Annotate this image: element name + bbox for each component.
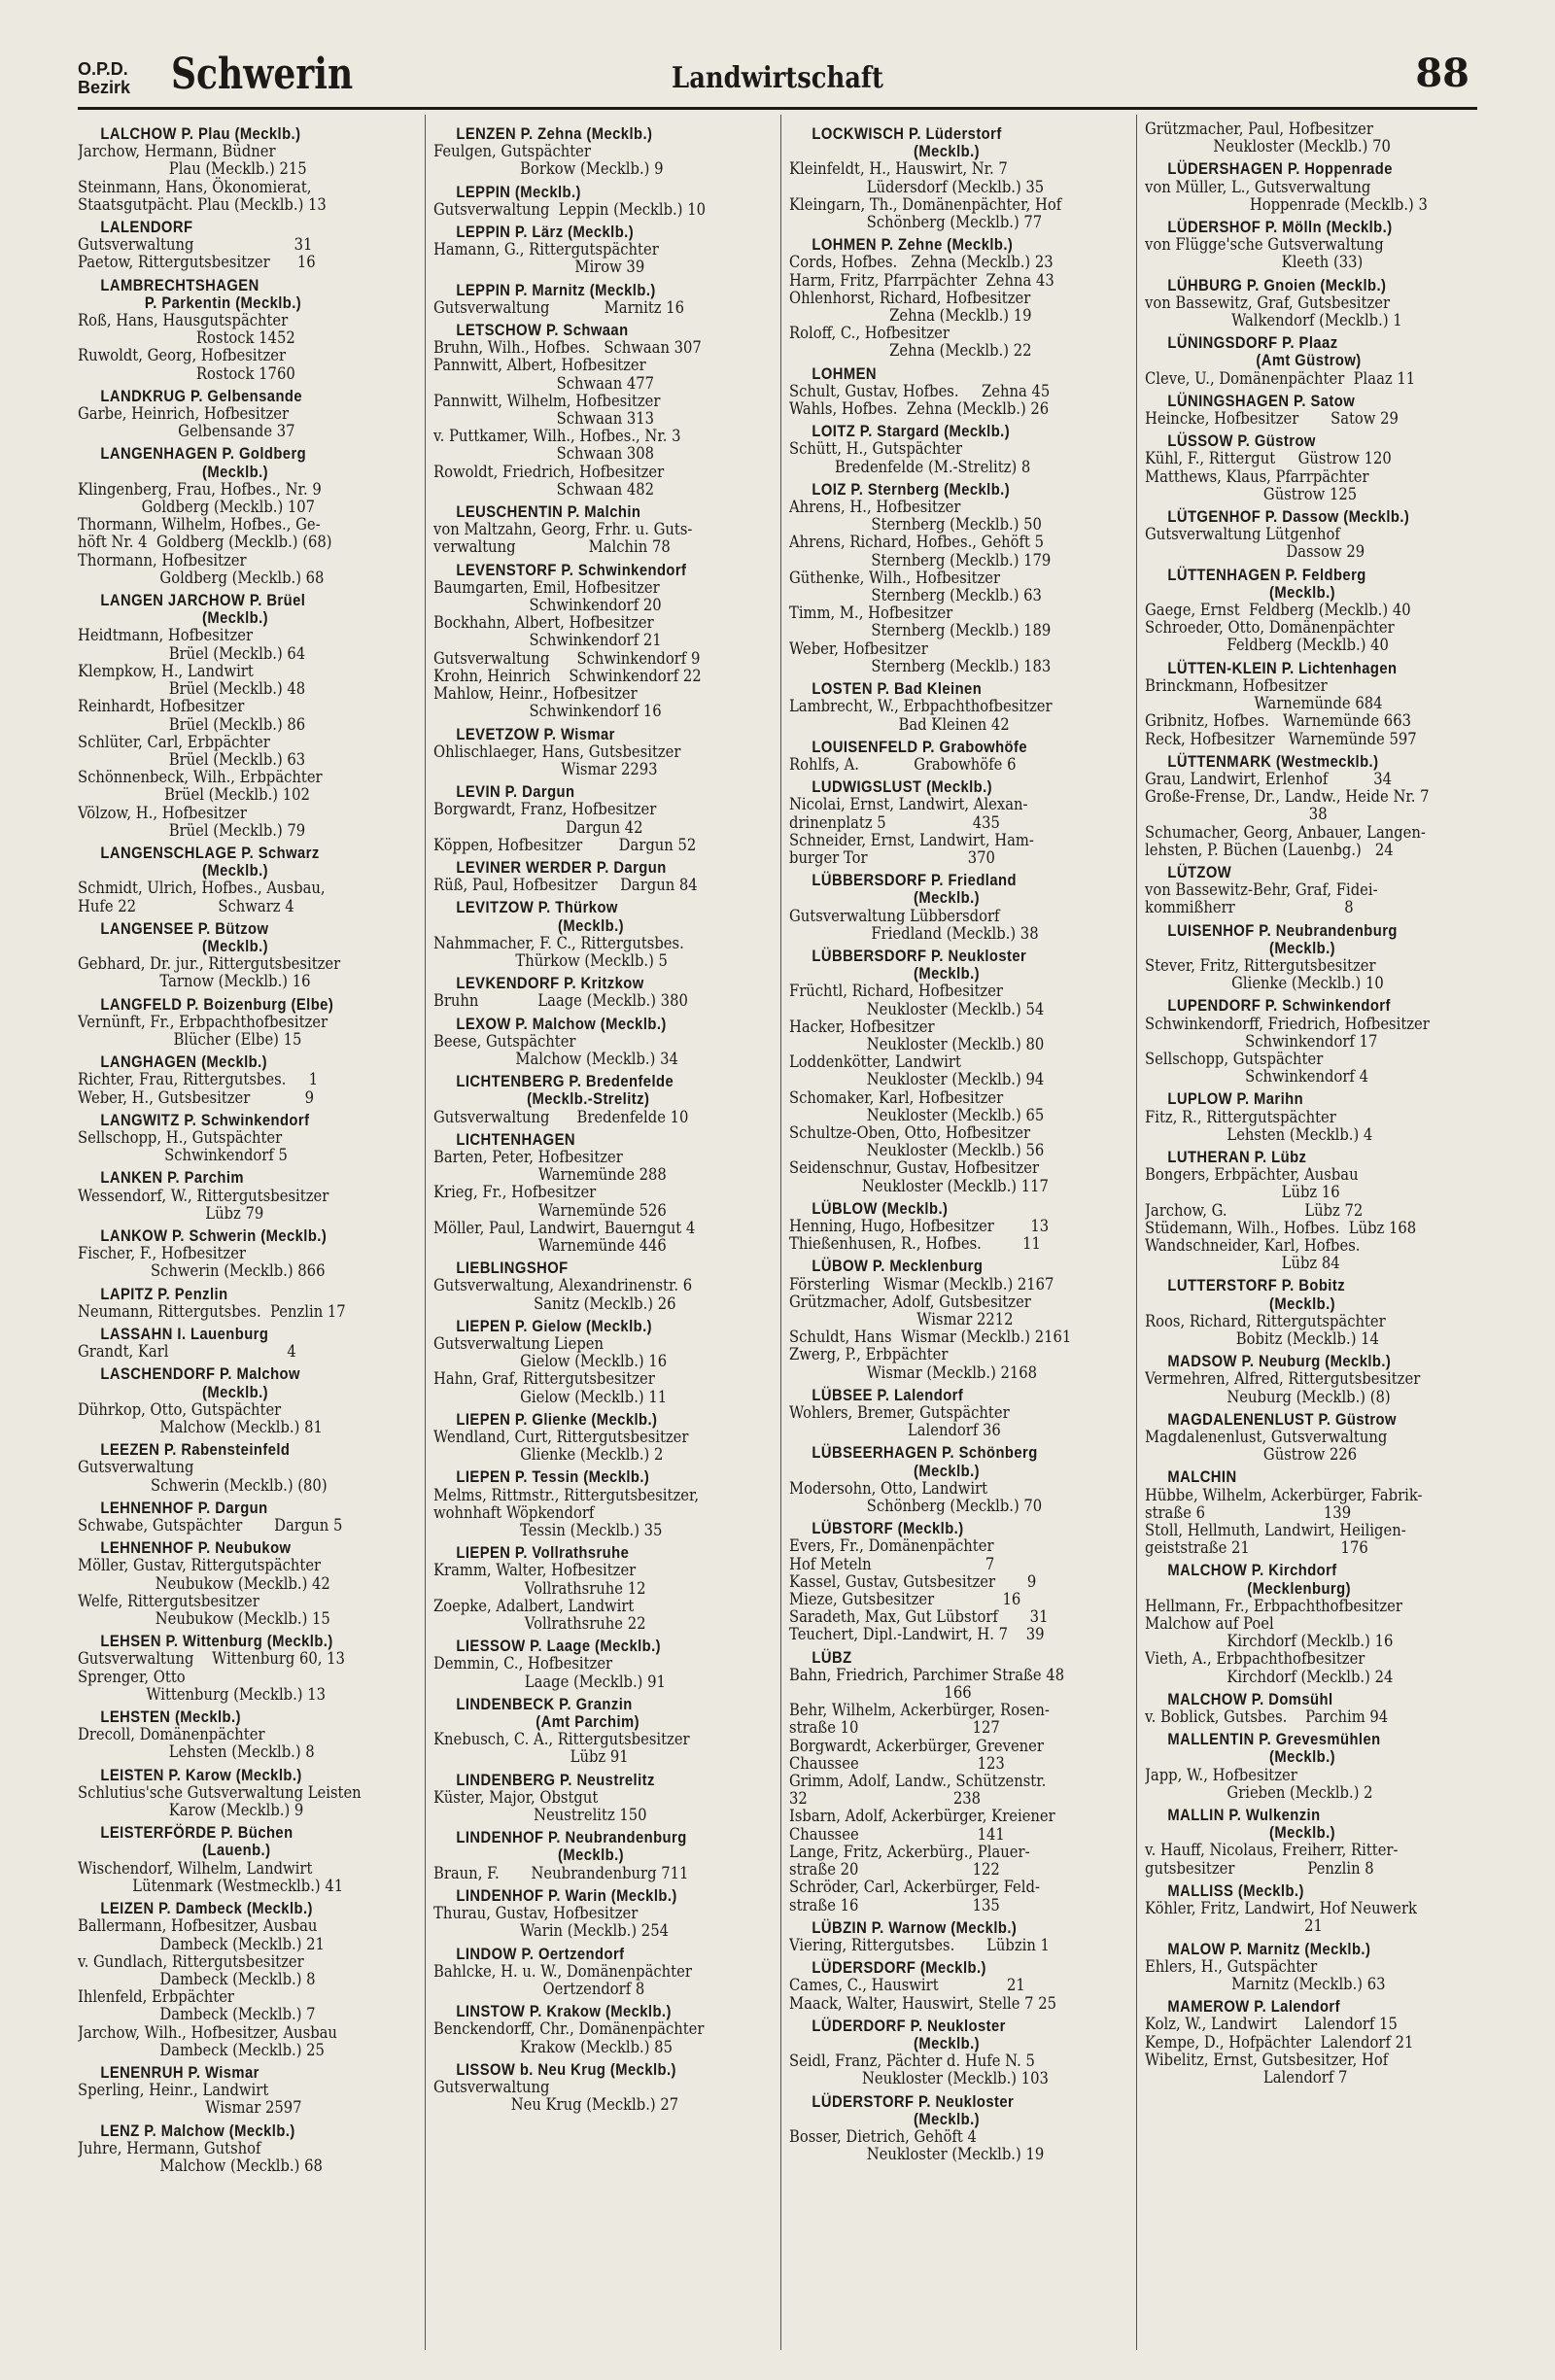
- directory-entry: Rüß, Paul, Hofbesitzer Dargun 84: [433, 876, 698, 895]
- place-heading: LÜNINGSDORF P. Plaaz (Amt Güstrow): [1167, 334, 1362, 370]
- directory-entry: v. Hauff, Nicolaus, Freiherr, Ritter- gutsbesitzer Penzlin 8: [1145, 1841, 1399, 1878]
- directory-entry: Thurau, Gustav, Hofbesitzer Warin (Mecklb.) 254: [433, 1904, 669, 1941]
- column-divider: [780, 115, 781, 2350]
- city-title: Schwerin: [171, 50, 354, 99]
- place-heading: LIEPEN P. Tessin (Mecklb.): [456, 1468, 650, 1487]
- place-heading: LIEPEN P. Glienke (Mecklb.): [456, 1410, 658, 1429]
- place-heading: LEHNENHOF P. Dargun: [100, 1499, 268, 1517]
- place-heading: LEPPIN (Mecklb.): [456, 183, 581, 201]
- place-heading: LÜNINGSHAGEN P. Satow: [1167, 392, 1356, 410]
- directory-entry: Lambrecht, W., Erbpachthofbesitzer Bad Kleinen 42: [789, 697, 1053, 734]
- directory-entry: Schlutius'sche Gutsverwaltung Leisten Karow (Mecklb.) 9: [78, 1782, 362, 1820]
- directory-entry: Schwinkendorff, Friedrich, Hofbesitzer Schwinkendorf 17: [1145, 1014, 1430, 1051]
- directory-entry: Feulgen, Gutspächter Borkow (Mecklb.) 9: [433, 142, 664, 179]
- directory-entry: Dührkop, Otto, Gutspächter Malchow (Mecklb.) 81: [78, 1399, 323, 1437]
- place-heading: LÜBZIN P. Warnow (Mecklb.): [812, 1918, 1018, 1937]
- directory-entry: Kramm, Walter, Hofbesitzer Vollrathsruhe 12: [433, 1561, 646, 1598]
- place-heading: LEVETZOW P. Wismar: [456, 725, 615, 743]
- directory-entry: Jarchow, G. Lübz 72 Stüdemann, Wilh., Hofbes. Lübz 168 Wandschneider, Karl, Hofbes. Lübz 84: [1145, 1200, 1417, 1273]
- directory-entry: Gutsverwaltung 31 Paetow, Rittergutsbesitzer 16: [78, 235, 316, 272]
- directory-entry: Schneider, Ernst, Landwirt, Ham- burger Tor 370: [789, 830, 1034, 867]
- directory-entry: Ahrens, Richard, Hofbes., Gehöft 5 Sternberg (Mecklb.) 179: [789, 533, 1052, 569]
- directory-entry: Schumacher, Georg, Anbauer, Langen- lehsten, P. Büchen (Lauenbg.) 24: [1145, 822, 1426, 859]
- directory-entry: Grimm, Adolf, Landw., Schützenstr. 32 238: [789, 1772, 1047, 1809]
- place-heading: MALCHOW P. Domsühl: [1167, 1690, 1333, 1708]
- page-number: 88: [1415, 51, 1469, 96]
- place-heading: LÜDERDORF P. Neukloster (Mecklb.): [812, 2017, 1006, 2052]
- directory-entry: Schult, Gustav, Hofbes. Zehna 45 Wahls, Hofbes. Zehna (Mecklb.) 26: [789, 381, 1051, 419]
- directory-entry: Gutsverwaltung Wittenburg 60, 13 Sprenger, Otto Wittenburg (Mecklb.) 13: [78, 1649, 345, 1704]
- directory-entry: Weber, Hofbesitzer Sternberg (Mecklb.) 183: [789, 638, 1052, 675]
- place-heading: MALOW P. Marnitz (Mecklb.): [1167, 1940, 1371, 1958]
- directory-entry: Zwerg, P., Erbpächter Wismar (Mecklb.) 2168: [789, 1345, 1038, 1382]
- directory-entry: Baumgarten, Emil, Hofbesitzer Schwinkendorf 20: [433, 577, 662, 615]
- place-heading: MAMEROW P. Lalendorf: [1167, 1998, 1340, 2017]
- directory-entry: Melms, Rittmstr., Rittergutsbesitzer, wohnhaft Wöpkendorf Tessin (Mecklb.) 35: [433, 1485, 700, 1540]
- place-heading: LÜDERSHAGEN P. Hoppenrade: [1167, 160, 1393, 179]
- directory-entry: Reinhardt, Hofbesitzer Brüel (Mecklb.) 86: [78, 697, 306, 734]
- directory-entry: Roß, Hans, Hausgutspächter Rostock 1452: [78, 311, 295, 348]
- place-heading: LEEZEN P. Rabensteinfeld: [100, 1441, 291, 1460]
- directory-entry: Pannwitt, Wilhelm, Hofbesitzer Schwaan 313: [433, 391, 661, 429]
- place-heading: LÜDERSHOF P. Mölln (Mecklb.): [1167, 219, 1393, 237]
- column-divider: [425, 115, 426, 2350]
- directory-entry: Gutsverwaltung Schwinkendorf 9 Krohn, Heinrich Schwinkendorf 22 Mahlow, Heinr., Hofbesitzer Schwinkendorf 16: [433, 648, 702, 721]
- directory-entry: Köppen, Hofbesitzer Dargun 52: [433, 835, 697, 854]
- place-heading: MALLISS (Mecklb.): [1167, 1881, 1304, 1900]
- page-header: [78, 47, 1477, 110]
- directory-entry: Bahn, Friedrich, Parchimer Straße 48 166: [789, 1665, 1065, 1703]
- place-heading: LEHNENHOF P. Neubukow: [100, 1539, 292, 1558]
- directory-entry: Kühl, F., Rittergut Güstrow 120 Matthews, Klaus, Pfarrpächter Güstrow 125: [1145, 449, 1392, 503]
- place-heading: LENENRUH P. Wismar: [100, 2063, 259, 2082]
- place-heading: LENZEN P. Zehna (Mecklb.): [456, 125, 653, 143]
- directory-entry: Vieth, A., Erbpachthofbesitzer Kirchdorf (Mecklb.) 24: [1145, 1649, 1394, 1686]
- place-heading: LINDOW P. Oertzendorf: [456, 1945, 625, 1963]
- directory-entry: Klempkow, H., Landwirt Brüel (Mecklb.) 48: [78, 661, 306, 699]
- directory-entry: Früchtl, Richard, Hofbesitzer Neukloster (Mecklb.) 54: [789, 982, 1045, 1018]
- directory-entry: Japp, W., Hofbesitzer Grieben (Mecklb.) 2: [1145, 1765, 1373, 1802]
- directory-entry: Thormann, Hofbesitzer Goldberg (Mecklb.) 68: [78, 550, 325, 587]
- directory-entry: Juhre, Hermann, Gutshof Malchow (Mecklb.) 68: [78, 2138, 323, 2175]
- place-heading: LÜTTENHAGEN P. Feldberg (Mecklb.): [1167, 566, 1366, 602]
- place-heading: LOHMEN P. Zehne (Mecklb.): [812, 236, 1014, 255]
- place-heading: LÜTZOW: [1167, 863, 1232, 881]
- place-heading: LOCKWISCH P. Lüderstorf (Mecklb.): [812, 125, 1002, 161]
- place-heading: LANGHAGEN (Mecklb.): [100, 1053, 268, 1072]
- directory-entry: Ohlischlaeger, Hans, Gutsbesitzer Wismar 2293: [433, 742, 681, 778]
- directory-entry: von Maltzahn, Georg, Frhr. u. Guts- verwaltung Malchin 78: [433, 520, 693, 557]
- place-heading: LOIZ P. Sternberg (Mecklb.): [812, 480, 1011, 499]
- directory-entry: Kleingarn, Th., Domänenpächter, Hof Schönberg (Mecklb.) 77: [789, 194, 1062, 232]
- place-heading: LANGEN JARCHOW P. Brüel (Mecklb.): [100, 592, 306, 628]
- directory-entry: Kleinfeldt, H., Hauswirt, Nr. 7 Lüdersdorf (Mecklb.) 35: [789, 159, 1045, 196]
- place-heading: LAPITZ P. Penzlin: [100, 1285, 228, 1303]
- directory-column-3: [789, 121, 1124, 2163]
- directory-entry: Roloff, C., Hofbesitzer Zehna (Mecklb.) 22: [789, 324, 1032, 361]
- directory-entry: von Flügge'sche Gutsverwaltung Kleeth (33): [1145, 235, 1384, 272]
- place-heading: LOHMEN: [812, 364, 878, 383]
- directory-entry: Gutsverwaltung, Alexandrinenstr. 6 Sanitz (Mecklb.) 26: [433, 1276, 693, 1313]
- bezirk-label: Bezirk: [78, 78, 131, 97]
- directory-column-2: [433, 121, 769, 2114]
- place-heading: MALLIN P. Wulkenzin (Mecklb.): [1167, 1807, 1336, 1843]
- place-heading: LEPPIN P. Marnitz (Mecklb.): [456, 281, 656, 299]
- place-heading: LÜBSEERHAGEN P. Schönberg (Mecklb.): [812, 1444, 1038, 1480]
- directory-entry: Wendland, Curt, Rittergutsbesitzer Glienke (Mecklb.) 2: [433, 1428, 689, 1465]
- directory-entry: Schuldt, Hans Wismar (Mecklb.) 2161: [789, 1328, 1072, 1347]
- place-heading: LÜBSTORF (Mecklb.): [812, 1520, 964, 1538]
- directory-entry: Nicolai, Ernst, Landwirt, Alexan- drinenplatz 5 435: [789, 795, 1028, 832]
- directory-entry: Försterling Wismar (Mecklb.) 2167 Grützmacher, Adolf, Gutsbesitzer Wismar 2212: [789, 1274, 1054, 1328]
- directory-entry: Demmin, C., Hofbesitzer Laage (Mecklb.) 91: [433, 1654, 666, 1691]
- place-heading: LAMBRECHTSHAGEN P. Parkentin (Mecklb.): [100, 276, 302, 312]
- directory-entry: Völzow, H., Hofbesitzer Brüel (Mecklb.) 79: [78, 803, 306, 840]
- place-heading: LÜBBERSDORF P. Neukloster (Mecklb.): [812, 947, 1027, 983]
- directory-entry: Evers, Fr., Domänenpächter Hof Meteln 7 Kassel, Gustav, Gutsbesitzer 9 Mieze, Gutsbesitzer 16 Saradeth, Max, Gut Lübstorf 31 Teuchert, Dipl.-Landwirt, H. 7 39: [789, 1536, 1049, 1644]
- place-heading: LUPENDORF P. Schwinkendorf: [1167, 997, 1391, 1016]
- place-heading: LASSAHN I. Lauenburg: [100, 1326, 269, 1343]
- directory-entry: Sellschopp, Gutspächter Schwinkendorf 4: [1145, 1049, 1368, 1087]
- place-heading: LANGWITZ P. Schwinkendorf: [100, 1111, 310, 1129]
- directory-entry: Barten, Peter, Hofbesitzer Warnemünde 288: [433, 1147, 667, 1185]
- directory-entry: Gutsverwaltung Schwerin (Mecklb.) (80): [78, 1458, 328, 1495]
- directory-entry: Rohlfs, A. Grabowhöfe 6: [789, 754, 1017, 774]
- directory-entry: Wohlers, Bremer, Gutspächter Lalendorf 36: [789, 1403, 1010, 1440]
- directory-entry: Bongers, Erbpächter, Ausbau Lübz 16: [1145, 1165, 1359, 1202]
- place-heading: LINDENHOF P. Neubrandenburg (Mecklb.): [456, 1829, 687, 1865]
- directory-entry: Fischer, F., Hofbesitzer Schwerin (Mecklb.) 866: [78, 1244, 326, 1281]
- place-heading: LÜTTEN-KLEIN P. Lichtenhagen: [1167, 659, 1398, 677]
- directory-entry: Jarchow, Hermann, Büdner Plau (Mecklb.) 215: [78, 142, 307, 179]
- place-heading: LEISTEN P. Karow (Mecklb.): [100, 1766, 302, 1784]
- place-heading: LIEPEN P. Gielow (Mecklb.): [456, 1317, 653, 1335]
- place-heading: LÜHBURG P. Gnoien (Mecklb.): [1167, 276, 1387, 294]
- directory-entry: Gutsverwaltung Bredenfelde 10: [433, 1107, 689, 1126]
- place-heading: LANDKRUG P. Gelbensande: [100, 387, 303, 405]
- directory-entry: Sperling, Heinr., Landwirt Wismar 2597: [78, 2081, 302, 2118]
- directory-entry: Isbarn, Adolf, Ackerbürger, Kreiener Chaussee 141: [789, 1807, 1055, 1844]
- place-heading: MADSOW P. Neuburg (Mecklb.): [1167, 1353, 1392, 1371]
- directory-entry: Ehlers, H., Gutspächter Marnitz (Mecklb.) 63: [1145, 1956, 1386, 1993]
- directory-entry: Schütt, H., Gutspächter Bredenfelde (M.-Strelitz) 8: [789, 439, 1031, 476]
- directory-entry: Jarchow, Wilh., Hofbesitzer, Ausbau Dambeck (Mecklb.) 25: [78, 2022, 337, 2059]
- place-heading: LEVKENDORF P. Kritzkow: [456, 975, 644, 993]
- directory-entry: v. Boblick, Gutsbes. Parchim 94: [1145, 1707, 1389, 1727]
- directory-entry: Gutsverwaltung Liepen Gielow (Mecklb.) 16: [433, 1334, 668, 1371]
- place-heading: LICHTENBERG P. Bredenfelde (Mecklb.-Strelitz): [456, 1073, 674, 1109]
- place-heading: LÜBSEE P. Lalendorf: [812, 1386, 964, 1404]
- place-heading: MALCHIN: [1167, 1468, 1237, 1487]
- place-heading: LALENDORF: [100, 219, 193, 237]
- directory-entry: Bruhn, Wilh., Hofbes. Schwaan 307 Pannwitt, Albert, Hofbesitzer Schwaan 477: [433, 338, 702, 393]
- directory-entry: Timm, M., Hofbesitzer Sternberg (Mecklb.) 189: [789, 604, 1052, 640]
- directory-entry: Wischendorf, Wilhelm, Landwirt Lütenmark (Westmecklb.) 41: [78, 1858, 344, 1895]
- directory-entry: Schlüter, Carl, Erbpächter Brüel (Mecklb.) 63: [78, 732, 306, 769]
- directory-entry: Cames, C., Hauswirt 21 Maack, Walter, Hauswirt, Stelle 7 25: [789, 1976, 1057, 2013]
- directory-entry: Fitz, R., Rittergutspächter Lehsten (Mecklb.) 4: [1145, 1107, 1373, 1144]
- place-heading: LENZ P. Malchow (Mecklb.): [100, 2121, 295, 2140]
- directory-column-4: [1145, 121, 1480, 2087]
- directory-entry: Welfe, Rittergutsbesitzer Neubukow (Mecklb.) 15: [78, 1591, 330, 1629]
- place-heading: LEHSEN P. Wittenburg (Mecklb.): [100, 1633, 333, 1651]
- place-heading: LUDWIGSLUST (Mecklb.): [812, 778, 993, 797]
- place-heading: LÜTTENMARK (Westmecklb.): [1167, 752, 1379, 771]
- directory-entry: Seidenschnur, Gustav, Hofbesitzer Neukloster (Mecklb.) 117: [789, 1158, 1049, 1195]
- place-heading: LANGENSEE P. Bützow (Mecklb.): [100, 919, 269, 955]
- place-heading: LEPPIN P. Lärz (Mecklb.): [456, 224, 635, 242]
- directory-entry: v. Puttkamer, Wilh., Hofbes., Nr. 3 Schwaan 308: [433, 427, 681, 464]
- directory-entry: Bosser, Dietrich, Gehöft 4 Neukloster (Mecklb.) 19: [789, 2126, 1045, 2164]
- place-heading: LÜBLOW (Mecklb.): [812, 1199, 949, 1218]
- directory-entry: Ihlenfeld, Erbpächter Dambeck (Mecklb.) 7: [78, 1987, 316, 2024]
- place-heading: LINDENBECK P. Granzin (Amt Parchim): [456, 1695, 639, 1732]
- directory-entry: Ruwoldt, Georg, Hofbesitzer Rostock 1760: [78, 346, 295, 383]
- directory-entry: Richter, Frau, Rittergutsbes. 1 Weber, H., Gutsbesitzer 9: [78, 1070, 319, 1107]
- directory-entry: Lange, Fritz, Ackerbürg., Plauer- straße 20 122: [789, 1842, 1030, 1880]
- place-heading: LÜDERSTORF P. Neukloster (Mecklb.): [812, 2092, 1015, 2128]
- directory-entry: Schmidt, Ulrich, Hofbes., Ausbau, Hufe 22 Schwarz 4: [78, 879, 326, 915]
- directory-entry: Möller, Gustav, Rittergutspächter Neubukow (Mecklb.) 42: [78, 1556, 330, 1593]
- directory-entry: Loddenkötter, Landwirt Neukloster (Mecklb.) 94: [789, 1052, 1045, 1089]
- directory-entry: Vermehren, Alfred, Rittergutsbesitzer Neuburg (Mecklb.) (8): [1145, 1369, 1421, 1406]
- directory-entry: Klingenberg, Frau, Hofbes., Nr. 9 Goldberg (Mecklb.) 107: [78, 479, 322, 517]
- directory-entry: v. Gundlach, Rittergutsbesitzer Dambeck (Mecklb.) 8: [78, 1951, 316, 1988]
- directory-entry: Gutsverwaltung Marnitz 16: [433, 297, 685, 317]
- place-heading: LANGENSCHLAGE P. Schwarz (Mecklb.): [100, 844, 320, 880]
- directory-entry: Bruhn Laage (Mecklb.) 380: [433, 991, 688, 1011]
- place-heading: LOUISENFELD P. Grabowhöfe: [812, 738, 1028, 756]
- directory-entry: Beese, Gutspächter Malchow (Mecklb.) 34: [433, 1031, 678, 1068]
- place-heading: MALLENTIN P. Grevesmühlen (Mecklb.): [1167, 1731, 1381, 1767]
- directory-column-1: [78, 121, 413, 2175]
- directory-entry: Drecoll, Domänenpächter Lehsten (Mecklb.) 8: [78, 1725, 315, 1762]
- directory-entry: Heidtmann, Hofbesitzer Brüel (Mecklb.) 64: [78, 626, 306, 663]
- directory-entry: Borgwardt, Franz, Hofbesitzer Dargun 42: [433, 800, 657, 837]
- place-heading: LÜBZ: [812, 1648, 852, 1667]
- place-heading: LINDENHOF P. Warin (Mecklb.): [456, 1886, 677, 1905]
- place-heading: LANKEN P. Parchim: [100, 1169, 244, 1188]
- directory-entry: Cords, Hofbes. Zehna (Mecklb.) 23 Harm, Fritz, Pfarrpächter Zehna 43 Ohlenhorst, Richard, Hofbesitzer Zehna (Mecklb.) 19: [789, 253, 1054, 326]
- directory-entry: Brinckmann, Hofbesitzer Warnemünde 684 Gribnitz, Hofbes. Warnemünde 663 Reck, Hofbesitzer Warnemünde 597: [1145, 675, 1417, 748]
- directory-entry: Grandt, Karl 4: [78, 1342, 296, 1362]
- directory-entry: Rowoldt, Friedrich, Hofbesitzer Schwaan 482: [433, 462, 665, 499]
- directory-entry: Gaege, Ernst Feldberg (Mecklb.) 40 Schroeder, Otto, Domänenpächter Feldberg (Mecklb.) 40: [1145, 601, 1411, 655]
- directory-entry: Hahn, Graf, Rittergutsbesitzer Gielow (Mecklb.) 11: [433, 1369, 668, 1406]
- directory-entry: Köhler, Fritz, Landwirt, Hof Neuwerk 21: [1145, 1899, 1417, 1936]
- place-heading: LEXOW P. Malchow (Mecklb.): [456, 1015, 667, 1033]
- directory-entry: Möller, Paul, Landwirt, Bauerngut 4 Warnemünde 446: [433, 1218, 696, 1255]
- directory-entry: Grau, Landwirt, Erlenhof 34 Große-Frense, Dr., Landw., Heide Nr. 7 38: [1145, 769, 1430, 824]
- place-heading: LÜBBERSDORF P. Friedland (Mecklb.): [812, 872, 1017, 908]
- place-heading: LIESSOW P. Laage (Mecklb.): [456, 1638, 662, 1656]
- directory-entry: Magdalenenlust, Gutsverwaltung Güstrow 226: [1145, 1428, 1388, 1465]
- place-heading: MALCHOW P. Kirchdorf (Mecklenburg): [1167, 1562, 1351, 1598]
- directory-entry: Küster, Major, Obstgut Neustrelitz 150: [433, 1787, 647, 1825]
- directory-entry: Benckendorff, Chr., Domänenpächter Krakow (Mecklb.) 85: [433, 2019, 705, 2056]
- directory-entry: Garbe, Heinrich, Hofbesitzer Gelbensande 37: [78, 404, 295, 441]
- directory-entry: Ahrens, H., Hofbesitzer Sternberg (Mecklb.) 50: [789, 498, 1042, 535]
- place-heading: LOITZ P. Stargard (Mecklb.): [812, 423, 1011, 441]
- place-heading: LINDENBERG P. Neustrelitz: [456, 1771, 655, 1789]
- directory-entry: Schröder, Carl, Ackerbürger, Feld- straße 16 135: [789, 1878, 1040, 1914]
- directory-entry: Krieg, Fr., Hofbesitzer Warnemünde 526: [433, 1183, 667, 1220]
- directory-entry: Borgwardt, Ackerbürger, Grevener Chaussee 123: [789, 1736, 1044, 1773]
- directory-entry: Behr, Wilhelm, Ackerbürger, Rosen- straße 10 127: [789, 1701, 1050, 1738]
- place-heading: LALCHOW P. Plau (Mecklb.): [100, 125, 301, 143]
- opd-label: O.P.D.: [78, 59, 128, 79]
- place-heading: LÜTGENHOF P. Dassow (Mecklb.): [1167, 508, 1410, 527]
- place-heading: LASCHENDORF P. Malchow (Mecklb.): [100, 1365, 300, 1401]
- directory-entry: Kolz, W., Landwirt Lalendorf 15 Kempe, D., Hofpächter Lalendorf 21 Wibelitz, Ernst, Gutsbesitzer, Hof Lalendorf 7: [1145, 2015, 1414, 2087]
- directory-entry: Gutsverwaltung Leppin (Mecklb.) 10: [433, 199, 706, 219]
- directory-entry: von Bassewitz, Graf, Gutsbesitzer Walkendorf (Mecklb.) 1: [1145, 293, 1402, 330]
- place-heading: LANGENHAGEN P. Goldberg (Mecklb.): [100, 445, 307, 481]
- place-heading: LICHTENHAGEN: [456, 1130, 575, 1149]
- directory-entry: Hellmann, Fr., Erbpachthofbesitzer Malchow auf Poel Kirchdorf (Mecklb.) 16: [1145, 1596, 1402, 1651]
- directory-entry: von Müller, L., Gutsverwaltung Hoppenrade (Mecklb.) 3: [1145, 177, 1428, 214]
- place-heading: LEVINER WERDER P. Dargun: [456, 858, 667, 877]
- directory-entry: Hacker, Hofbesitzer Neukloster (Mecklb.) 80: [789, 1017, 1045, 1053]
- place-heading: LOSTEN P. Bad Kleinen: [812, 680, 983, 699]
- directory-entry: Zoepke, Adalbert, Landwirt Vollrathsruhe 22: [433, 1596, 646, 1634]
- directory-entry: Stever, Fritz, Rittergutsbesitzer Glienke (Mecklb.) 10: [1145, 955, 1384, 993]
- directory-entry: Ballermann, Hofbesitzer, Ausbau Dambeck (Mecklb.) 21: [78, 1916, 325, 1953]
- place-heading: LEVENSTORF P. Schwinkendorf: [456, 561, 687, 579]
- directory-entry: Thormann, Wilhelm, Hofbes., Ge- höft Nr. 4 Goldberg (Mecklb.) (68): [78, 515, 332, 552]
- place-heading: LINSTOW P. Krakow (Mecklb.): [456, 2003, 672, 2021]
- place-heading: LÜBOW P. Mecklenburg: [812, 1258, 984, 1276]
- directory-entry: Steinmann, Hans, Ökonomierat, Staatsgutpächt. Plau (Mecklb.) 13: [78, 177, 327, 214]
- place-heading: LUPLOW P. Marihn: [1167, 1090, 1304, 1109]
- directory-entry: Gutsverwaltung Lübbersdorf Friedland (Mecklb.) 38: [789, 906, 1039, 943]
- directory-entry: Roos, Richard, Rittergutspächter Bobitz (Mecklb.) 14: [1145, 1311, 1386, 1348]
- section-title: Landwirtschaft: [672, 61, 883, 95]
- directory-entry: Wessendorf, W., Rittergutsbesitzer Lübz 79: [78, 1186, 329, 1223]
- directory-entry: Modersohn, Otto, Landwirt Schönberg (Mecklb.) 70: [789, 1478, 1043, 1516]
- directory-entry: Braun, F. Neubrandenburg 711: [433, 1863, 689, 1882]
- place-heading: LÜDERSDORF (Mecklb.): [812, 1959, 986, 1978]
- place-heading: LUTTERSTORF P. Bobitz (Mecklb.): [1167, 1277, 1346, 1313]
- directory-entry: Güthenke, Wilh., Hofbesitzer Sternberg (Mecklb.) 63: [789, 568, 1042, 605]
- directory-entry: Nahmmacher, F. C., Rittergutsbes. Thürkow (Mecklb.) 5: [433, 933, 684, 970]
- column-divider: [1136, 115, 1137, 2350]
- directory-entry: Seidl, Franz, Pächter d. Hufe N. 5 Neukloster (Mecklb.) 103: [789, 2052, 1049, 2088]
- directory-entry: Hübbe, Wilhelm, Ackerbürger, Fabrik- straße 6 139 Stoll, Hellmuth, Landwirt, Heiligen- geiststraße 21 176: [1145, 1485, 1423, 1558]
- directory-entry: Henning, Hugo, Hofbesitzer 13 Thießenhusen, R., Hofbes. 11: [789, 1216, 1050, 1254]
- place-heading: LEVIN P. Dargun: [456, 783, 575, 802]
- directory-entry: Gutsverwaltung Neu Krug (Mecklb.) 27: [433, 2077, 679, 2115]
- directory-entry: Schultze-Oben, Otto, Hofbesitzer Neukloster (Mecklb.) 56: [789, 1122, 1045, 1160]
- place-heading: LEIZEN P. Dambeck (Mecklb.): [100, 1900, 313, 1918]
- directory-entry: Gutsverwaltung Lütgenhof Dassow 29: [1145, 525, 1365, 562]
- directory-entry: von Bassewitz-Behr, Graf, Fidei- kommißherr 8: [1145, 880, 1378, 917]
- opd-bezirk-label: [78, 60, 130, 97]
- directory-entry: Viering, Rittergutsbes. Lübzin 1: [789, 1935, 1050, 1954]
- place-heading: LEUSCHENTIN P. Malchin: [456, 503, 641, 522]
- directory-entry: Knebusch, C. A., Rittergutsbesitzer Lübz 91: [433, 1730, 690, 1767]
- directory-entry: Schomaker, Karl, Hofbesitzer Neukloster (Mecklb.) 65: [789, 1087, 1045, 1124]
- place-heading: LANGFELD P. Boizenburg (Elbe): [100, 995, 334, 1014]
- directory-entry: Vernünft, Fr., Erbpachthofbesitzer Blücher (Elbe) 15: [78, 1012, 328, 1049]
- directory-entry: Cleve, U., Domänenpächter Plaaz 11: [1145, 368, 1416, 388]
- place-heading: LIEBLINGSHOF: [456, 1259, 569, 1278]
- place-heading: LUISENHOF P. Neubrandenburg (Mecklb.): [1167, 921, 1398, 957]
- place-heading: LANKOW P. Schwerin (Mecklb.): [100, 1226, 328, 1245]
- directory-entry: Bockhahn, Albert, Hofbesitzer Schwinkendorf 21: [433, 613, 662, 650]
- directory-entry: Bahlcke, H. u. W., Domänenpächter Oertzendorf 8: [433, 1961, 692, 1998]
- place-heading: LISSOW b. Neu Krug (Mecklb.): [456, 2060, 676, 2079]
- directory-entry: Hamann, G., Rittergutspächter Mirow 39: [433, 240, 659, 277]
- place-heading: LEHSTEN (Mecklb.): [100, 1708, 241, 1727]
- place-heading: LÜSSOW P. Güstrow: [1167, 432, 1316, 451]
- directory-entry: Heincke, Hofbesitzer Satow 29: [1145, 409, 1399, 429]
- directory-entry: Gebhard, Dr. jur., Rittergutsbesitzer Tarnow (Mecklb.) 16: [78, 954, 341, 991]
- place-heading: LETSCHOW P. Schwaan: [456, 322, 629, 340]
- place-heading: LEISTERFÖRDE P. Büchen (Lauenb.): [100, 1824, 294, 1860]
- place-heading: LEVITZOW P. Thürkow (Mecklb.): [456, 899, 625, 935]
- directory-entry: Schwabe, Gutspächter Dargun 5: [78, 1516, 343, 1535]
- directory-entry: Grützmacher, Paul, Hofbesitzer Neukloster (Mecklb.) 70: [1145, 121, 1391, 156]
- place-heading: LUTHERAN P. Lübz: [1167, 1148, 1307, 1166]
- place-heading: MAGDALENENLUST P. Güstrow: [1167, 1410, 1397, 1429]
- place-heading: LIEPEN P. Vollrathsruhe: [456, 1544, 630, 1563]
- directory-entry: Neumann, Rittergutsbes. Penzlin 17: [78, 1301, 346, 1321]
- directory-entry: Schönnenbeck, Wilh., Erbpächter Brüel (Mecklb.) 102: [78, 768, 323, 805]
- directory-entry: Sellschopp, H., Gutspächter Schwinkendorf 5: [78, 1127, 288, 1165]
